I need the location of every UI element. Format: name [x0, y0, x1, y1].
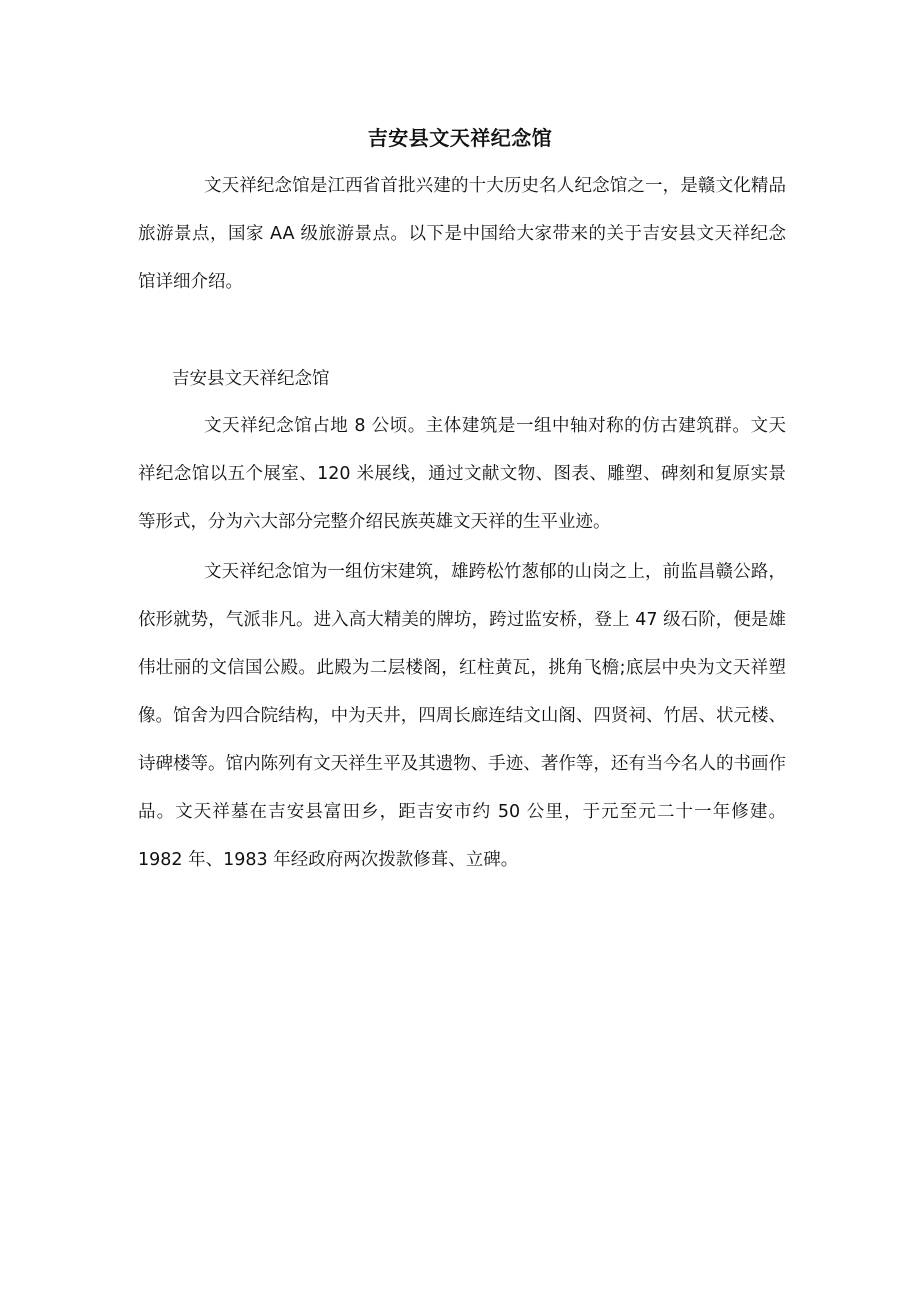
section-heading: 吉安县文天祥纪念馆: [172, 369, 330, 389]
page-title: 吉安县文天祥纪念馆: [367, 126, 553, 150]
intro-paragraph: 文天祥纪念馆是江西省首批兴建的十大历史名人纪念馆之一，是赣文化精品旅游景点，国家 AA 级旅游景点。以下是中国给大家带来的关于吉安县文天祥纪念馆详细介绍。: [138, 176, 786, 292]
body-paragraph: 文天祥纪念馆为一组仿宋建筑，雄跨松竹葱郁的山岗之上，前监昌赣公路，依形就势，气派非凡。进入高大精美的牌坊，跨过监安桥，登上 47 级石阶，便是雄伟壮丽的文信国公殿。此殿为二层楼阁，红柱黄瓦，挑角飞檐;底层中央为文天祥塑像。馆舍为四合院结构，中为天井，四周长廊连结文山阁、四贤祠、竹居、状元楼、诗碑楼等。馆内陈列有文天祥生平及其遗物、手迹、著作等，还有当今名人的书画作品。文天祥墓在吉安县富田乡，距吉安市约 50 公里，于元至元二十一年修建。1982 年、1983 年经政府两次拨款修葺、立碑。: [138, 562, 786, 870]
body-paragraph: 文天祥纪念馆占地 8 公顷。主体建筑是一组中轴对称的仿古建筑群。文天祥纪念馆以五个展室、120 米展线，通过文献文物、图表、雕塑、碑刻和复原实景等形式，分为六大部分完整介绍民族英雄文天祥的生平业迹。: [138, 416, 786, 532]
